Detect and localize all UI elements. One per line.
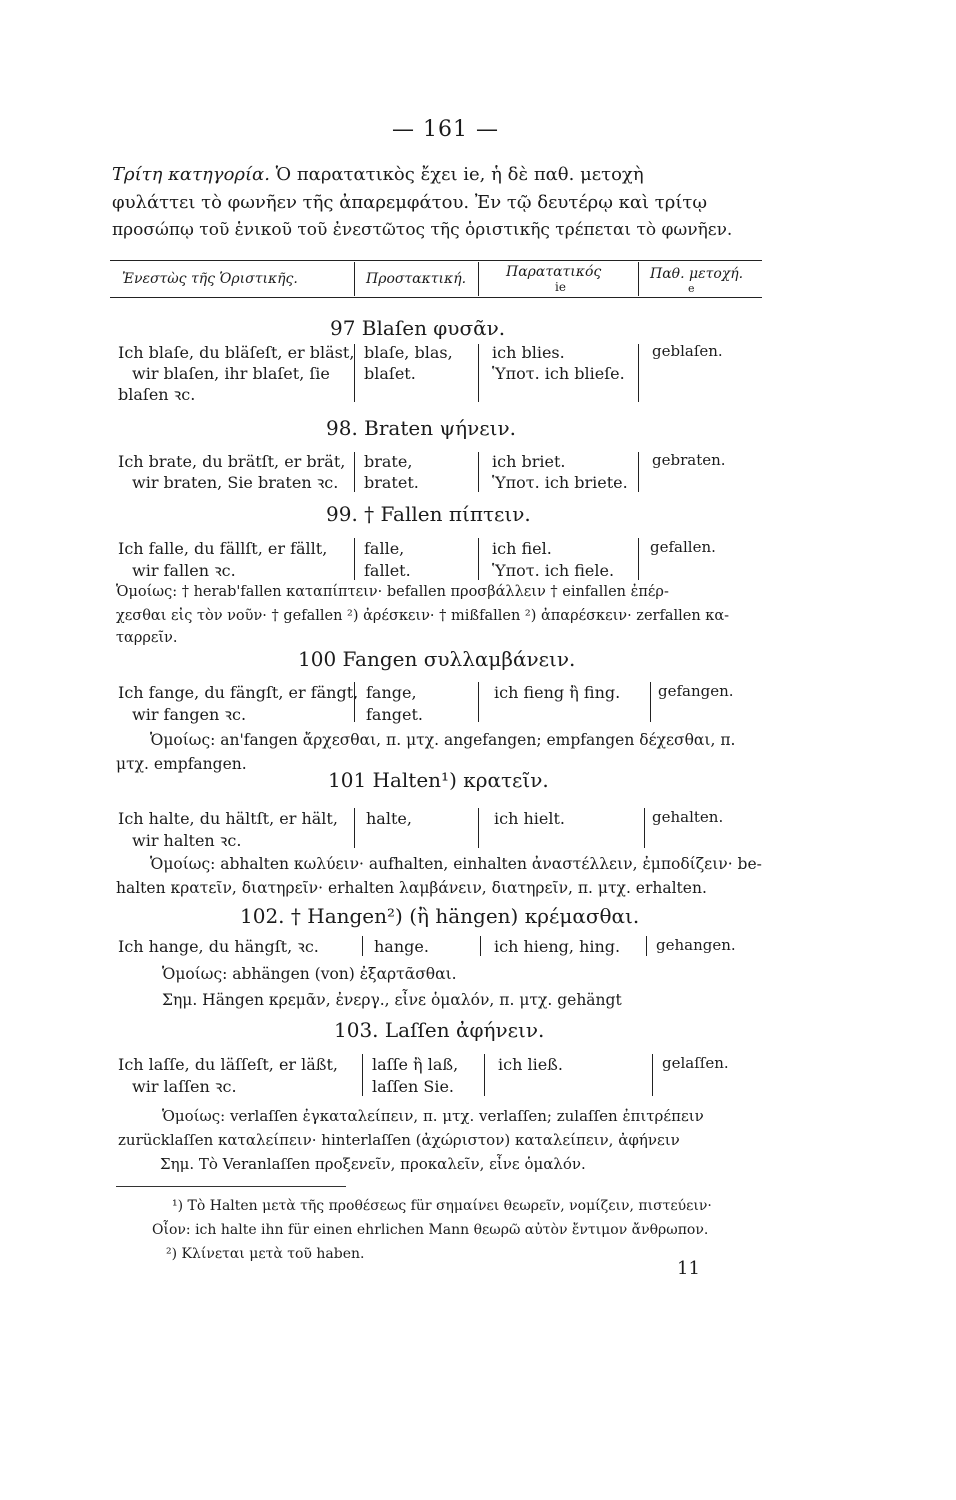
note-line: Ὁμοίως: an'fangen ἄρχεσθαι, π. μτχ. angefangen; empfangen δέχεσθαι, π. [150, 731, 736, 749]
verb-title: 100 Fangen συλλαμβάνειν. [298, 647, 576, 671]
imperative-line: blaſet. [364, 364, 416, 383]
indicative-line: wir blaſen, ihr blaſet, ſie [132, 364, 330, 383]
imperfect-line: ich ließ. [498, 1055, 563, 1074]
imperative-line: fanget. [366, 705, 423, 724]
column-divider [354, 808, 355, 848]
note-line: Σημ. Hängen κρεμᾶν, ἐνεργ., εἶνε ὁμαλόν, π. μτχ. gehängt [162, 991, 622, 1009]
column-divider [484, 1054, 485, 1096]
column-divider [478, 538, 479, 580]
footnote-rule [116, 1186, 346, 1187]
note-line: Ὁμοίως: abhängen (von) ἐξαρτᾶσθαι. [162, 965, 457, 983]
verb-title: 98. Braten ψήνειν. [326, 416, 516, 440]
verb-title: 101 Halten¹) κρατεῖν. [328, 768, 549, 792]
section-heading: Τρίτη κατηγορία. [112, 164, 270, 185]
imperfect-line: ich fiel. [492, 539, 552, 558]
imperfect-line: ich hielt. [494, 809, 565, 828]
column-divider [478, 452, 479, 492]
column-divider [478, 682, 479, 722]
imperative-line: falle, [364, 539, 405, 558]
footnote-1-line-2: Οἷον: ich halte ihn für einen ehrlichen Mann θεωρῶ αὐτὸν ἔντιμον ἄνθρωπον. [152, 1222, 709, 1238]
note-line: Σημ. Τὸ Veranlaſſen προξενεῖν, προκαλεῖν, εἶνε ὁμαλόν. [160, 1155, 586, 1173]
indicative-line: Ich blaſe, du bläſeſt, er bläst, [118, 343, 355, 362]
indicative-line: wir laſſen ꝛc. [132, 1077, 237, 1096]
participle: gefallen. [650, 538, 716, 556]
header-col-imperfect-sub: ie [555, 280, 566, 294]
participle: gefangen. [658, 682, 734, 700]
column-divider [650, 682, 651, 722]
column-divider [638, 538, 639, 580]
imperative-line: laſſe ἢ laß, [372, 1055, 459, 1074]
header-col-participle-sub: e [688, 282, 695, 295]
indicative-line: Ich hange, du hängſt, ꝛc. [118, 937, 319, 956]
participle: geblaſen. [652, 342, 723, 360]
column-divider [480, 936, 481, 956]
imperative-line: fallet. [364, 561, 411, 580]
column-divider [478, 808, 479, 848]
imperfect-line: ich hieng, hing. [494, 937, 621, 956]
imperfect-line: Ὑποτ. ich fiele. [492, 561, 615, 580]
column-divider [652, 1054, 653, 1096]
imperative-line: halte, [366, 809, 412, 828]
table-top-rule [110, 260, 762, 261]
column-divider [354, 538, 355, 580]
indicative-line: wir halten ꝛc. [132, 831, 242, 850]
indicative-line: Ich halte, du hältſt, er hält, [118, 809, 338, 828]
verb-title: 103. Laſſen ἀφήνειν. [334, 1018, 545, 1042]
imperfect-line: ich briet. [492, 452, 566, 471]
intro-line-2: φυλάττει τὸ φωνῆεν τῆς ἀπαρεμφάτου. Ἐν τῷ δευτέρῳ καὶ τρίτῳ [112, 192, 708, 213]
imperfect-line: ich blies. [492, 343, 565, 362]
imperative-line: brate, [364, 452, 413, 471]
note-line: halten κρατεῖν, διατηρεῖν· erhalten λαμβάνειν, διατηρεῖν, π. μτχ. erhalten. [116, 879, 707, 897]
verb-title: 97 Blaſen φυσᾶν. [330, 316, 506, 340]
note-line: Ὁμοίως: verlaſſen ἐγκαταλείπειν, π. μτχ. verlaſſen; zulaſſen ἐπιτρέπειν [162, 1107, 704, 1125]
imperative-line: bratet. [364, 473, 419, 492]
indicative-line: blaſen ꝛc. [118, 385, 196, 404]
imperfect-line: Ὑποτ. ich blieſe. [492, 364, 625, 383]
note-line: Ὁμοίως: abhalten κωλύειν· aufhalten, einhalten ἀναστέλλειν, ἐμποδίζειν· be- [150, 855, 762, 873]
column-divider [638, 452, 639, 492]
participle: gehalten. [652, 808, 724, 826]
note-line: Ὁμοίως: † herab'fallen καταπίπτειν· befallen προσβάλλειν † einfallen ἐπέρ- [116, 584, 669, 600]
imperfect-line: Ὑποτ. ich briete. [492, 473, 628, 492]
imperative-line: fange, [366, 683, 417, 702]
header-col-indicative: Ἐνεστὼς τῆς Ὁριστικῆς. [122, 271, 298, 287]
indicative-line: wir fangen ꝛc. [132, 705, 247, 724]
header-col-imperfect: Παρατατικός [506, 264, 602, 280]
column-divider [354, 452, 355, 492]
verb-title: 99. † Fallen πίπτειν. [326, 502, 531, 526]
indicative-line: Ich brate, du brätſt, er brät, [118, 452, 346, 471]
column-divider [644, 808, 645, 848]
note-line: ταρρεῖν. [116, 630, 178, 646]
indicative-line: wir braten, Sie braten ꝛc. [132, 473, 339, 492]
header-divider [354, 262, 355, 296]
header-col-imperative: Προστακτική. [366, 271, 467, 287]
column-divider [362, 936, 363, 956]
note-line: χεσθαι εἰς τὸν νοῦν· † gefallen ²) ἀρέσκειν· † mißfallen ²) ἀπαρέσκειν· zerfallen κα- [116, 608, 730, 624]
imperative-line: hange. [374, 937, 429, 956]
intro-line-1-text: Ὁ παρατατικὸς ἔχει ie, ἡ δὲ παθ. μετοχὴ [269, 164, 644, 185]
column-divider [354, 344, 355, 402]
indicative-line: wir fallen ꝛc. [132, 561, 236, 580]
page-number: — 161 — [392, 117, 499, 142]
indicative-line: Ich fange, du fängſt, er fängt, [118, 683, 359, 702]
column-divider [646, 936, 647, 956]
imperative-line: laſſen Sie. [372, 1077, 454, 1096]
header-col-participle: Παθ. μετοχή. [650, 266, 744, 282]
footnote-2: ²) Κλίνεται μετὰ τοῦ haben. [166, 1246, 365, 1262]
participle: gelaſſen. [662, 1054, 729, 1072]
column-divider [362, 1054, 363, 1096]
participle: gehangen. [656, 936, 736, 954]
intro-line-1 [112, 162, 644, 188]
signature-mark: 11 [677, 1258, 700, 1279]
note-line: zurücklaſſen καταλείπειν· hinterlaſſen (ἀχώριστον) καταλείπειν, ἀφήνειν [118, 1131, 680, 1149]
imperfect-line: ich fieng ἢ fing. [494, 683, 621, 702]
note-line: μτχ. empfangen. [116, 755, 247, 773]
participle: gebraten. [652, 451, 726, 469]
intro-line-3: προσώπῳ τοῦ ἑνικοῦ τοῦ ἐνεστῶτος τῆς ὁριστικῆς τρέπεται τὸ φωνῆεν. [112, 220, 733, 240]
column-divider [638, 344, 639, 402]
indicative-line: Ich falle, du fällſt, er fällt, [118, 539, 328, 558]
imperative-line: blaſe, blas, [364, 343, 453, 362]
table-header-rule [110, 297, 762, 298]
column-divider [478, 344, 479, 402]
verb-title: 102. † Hangen²) (ἢ hängen) κρέμασθαι. [240, 904, 640, 928]
indicative-line: Ich laſſe, du läſſeſt, er läßt, [118, 1055, 338, 1074]
header-divider [478, 262, 479, 296]
header-divider [638, 262, 639, 296]
footnote-1-line-1: ¹) Τὸ Halten μετὰ τῆς προθέσεως für σημαίνει θεωρεῖν, νομίζειν, πιστεύειν· [172, 1198, 712, 1214]
column-divider [354, 682, 355, 722]
